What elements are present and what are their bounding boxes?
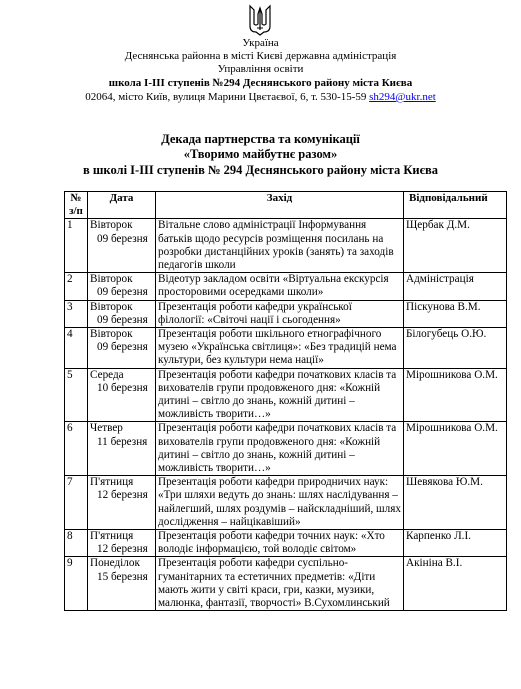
table-row bbox=[65, 476, 507, 530]
table-row bbox=[65, 422, 507, 476]
row-day: Вівторок bbox=[90, 300, 133, 313]
row-responsible: Білогубець О.Ю. bbox=[404, 328, 507, 369]
row-date: 09 березня bbox=[97, 313, 148, 326]
row-date-cell bbox=[88, 300, 156, 327]
row-day: Вівторок bbox=[90, 328, 133, 341]
row-num: 2 bbox=[65, 273, 88, 300]
row-date-cell bbox=[88, 557, 156, 611]
row-date: 12 березня bbox=[97, 543, 148, 556]
row-num: 1 bbox=[65, 219, 88, 273]
row-responsible: Піскунова В.М. bbox=[404, 300, 507, 327]
table-row bbox=[65, 557, 507, 611]
department-label: Управління освіти bbox=[217, 63, 304, 75]
country-label: Україна bbox=[242, 37, 279, 49]
table-row bbox=[65, 368, 507, 422]
table-header-row bbox=[65, 192, 507, 219]
row-event: Презентація роботи кафедри суспільно-гуманітарних та естетичних предметів: «Діти мають жити у світі краси, гри, казки, музики, малюнка, фантазії, творчості» В.Сухомлинський bbox=[156, 557, 404, 611]
row-date-cell bbox=[88, 422, 156, 476]
row-date: 09 березня bbox=[97, 286, 148, 299]
address-line bbox=[0, 91, 521, 104]
row-responsible: Акініна В.І. bbox=[404, 557, 507, 611]
row-event: Презентація роботи шкільного етнографічного музею «Українська світлиця»: «Без традицій нема культури, без культури нема нації» bbox=[156, 328, 404, 369]
row-num: 5 bbox=[65, 368, 88, 422]
row-day: Четвер bbox=[90, 422, 123, 435]
row-day: Середа bbox=[90, 368, 124, 381]
row-date-cell bbox=[88, 530, 156, 557]
administration-label: Деснянська районна в місті Києві державна адміністрація bbox=[124, 50, 397, 62]
row-date-cell bbox=[88, 328, 156, 369]
header-event: Захід bbox=[156, 192, 404, 219]
row-responsible: Карпенко Л.І. bbox=[404, 530, 507, 557]
row-day: П'ятниця bbox=[90, 530, 134, 543]
address-text: 02064, місто Київ, вулиця Марини Цвєтаєвої, 6, т. 530-15-59 bbox=[85, 91, 367, 103]
header-num: № з/п bbox=[65, 192, 88, 219]
row-day: Вівторок bbox=[90, 219, 133, 232]
trident-icon bbox=[248, 4, 272, 36]
row-responsible: Мірошникова О.М. bbox=[404, 368, 507, 422]
row-event: Презентація роботи кафедри початкових класів та вихователів групи продовженого дня: «Кожній дитині – світло до знань, кожній дитині – можливість творити…» bbox=[156, 422, 404, 476]
row-day: Понеділок bbox=[90, 557, 140, 570]
row-event: Презентація роботи кафедри точних наук: «Хто володіє інформацією, той володіє світом» bbox=[156, 530, 404, 557]
row-num: 7 bbox=[65, 476, 88, 530]
row-date-cell bbox=[88, 368, 156, 422]
table-row bbox=[65, 530, 507, 557]
document-title-line1: Декада партнерства та комунікації bbox=[161, 132, 360, 146]
schedule-table bbox=[64, 191, 507, 611]
document-title-line3: в школі І-ІІІ ступенів № 294 Деснянського району міста Києва bbox=[83, 163, 438, 177]
row-event: Презентація роботи кафедри української філології: «Світочі нації і сьогодення» bbox=[156, 300, 404, 327]
table-row bbox=[65, 328, 507, 369]
table-row bbox=[65, 300, 507, 327]
row-num: 4 bbox=[65, 328, 88, 369]
row-day: П'ятниця bbox=[90, 476, 134, 489]
row-responsible: Мірошникова О.М. bbox=[404, 422, 507, 476]
table-row bbox=[65, 219, 507, 273]
row-date-cell bbox=[88, 219, 156, 273]
row-event: Презентація роботи кафедри початкових класів та вихователів групи продовженого дня: «Кожній дитині – світло до знань, кожній дитині – можливість творити…» bbox=[156, 368, 404, 422]
row-num: 9 bbox=[65, 557, 88, 611]
row-date: 15 березня bbox=[97, 570, 148, 583]
row-event: Вітальне слово адміністрації Інформування батьків щодо ресурсів розміщення посилань на розробки дистанційних уроків (занять) та заходів педагогів школи bbox=[156, 219, 404, 273]
header-responsible: Відповідальний bbox=[404, 192, 507, 219]
header-date: Дата bbox=[88, 192, 156, 219]
row-event: Презентація роботи кафедри природничих наук: «Три шляхи ведуть до знань: шлях наслідування – найлегший, шлях роздумів – найскладніший, шлях дослідження – найцікавіший» bbox=[156, 476, 404, 530]
table-row bbox=[65, 273, 507, 300]
row-day: Вівторок bbox=[90, 273, 133, 286]
row-date-cell bbox=[88, 476, 156, 530]
row-date-cell bbox=[88, 273, 156, 300]
row-responsible: Адміністрація bbox=[404, 273, 507, 300]
row-date: 12 березня bbox=[97, 489, 148, 502]
row-num: 6 bbox=[65, 422, 88, 476]
row-event: Відеотур закладом освіти «Віртуальна екскурсія просторовими осередками школи» bbox=[156, 273, 404, 300]
document-title-line2: «Творимо майбутнє разом» bbox=[183, 147, 338, 161]
row-date: 09 березня bbox=[97, 232, 148, 245]
row-responsible: Щербак Д.М. bbox=[404, 219, 507, 273]
school-label: школа І-ІІІ ступенів №294 Деснянського району міста Києва bbox=[108, 77, 413, 89]
row-responsible: Шевякова Ю.М. bbox=[404, 476, 507, 530]
row-num: 8 bbox=[65, 530, 88, 557]
email-link[interactable]: sh294@ukr.net bbox=[369, 91, 436, 103]
row-date: 09 березня bbox=[97, 341, 148, 354]
row-date: 10 березня bbox=[97, 381, 148, 394]
row-date: 11 березня bbox=[97, 435, 148, 448]
row-num: 3 bbox=[65, 300, 88, 327]
